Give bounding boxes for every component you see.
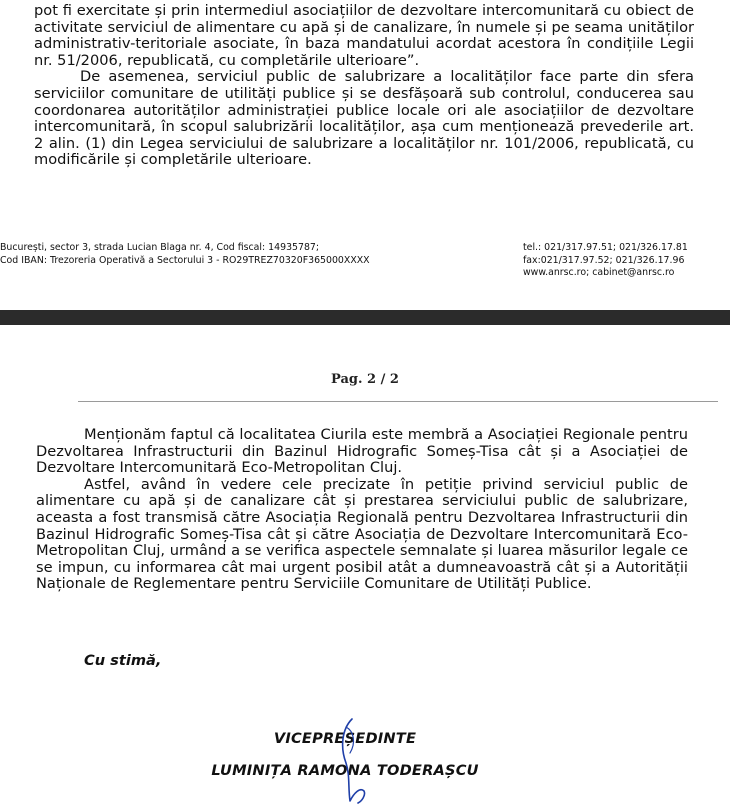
page-separator <box>0 310 730 325</box>
page1-paragraph-2: De asemenea, serviciul public de salubrizare a localităților face parte din sfera serviciilor comunitare de utilități publice și se desfășoară sub controlul, conducerea sau coordonarea autorităților administrației publice locale ori ale asociațiilor de dezvoltare intercomunitară, în scopul salubrizării localităților, așa cum menționează prevederile art. 2 alin. (1) din Legea serviciului de salubrizare a localităților nr. 101/2006, republicată, cu modificările și completările ulterioare. <box>34 68 694 169</box>
document-page-1 <box>0 0 730 310</box>
page1-footer-contact <box>523 242 730 280</box>
footer-fax-line: fax:021/317.97.52; 021/326.17.96 <box>523 254 685 266</box>
page1-body <box>34 3 694 169</box>
page2-paragraph-2: Astfel, având în vedere cele precizate în petiție privind serviciul public de alimentare cu apă și de canalizare cât și prestarea serviciului public de salubrizare, aceasta a fost transmisă către Asociația Regională pentru Dezvoltarea Infrastructurii din Bazinul Hidrografic Someș-Tisa cât și către Asociația de Dezvoltare Intercomunitară Eco-Metropolitan Cluj, urmând a se verifica aspectele semnalate și luarea măsurilor legale ce se impun, cu informarea cât mai urgent posibil atât a dumneavoastră cât și a Autorității Naționale de Reglementare pentru Serviciile Comunitare de Utilități Publice. <box>36 475 688 593</box>
page1-paragraph-1: pot fi exercitate și prin intermediul asociațiilor de dezvoltare intercomunitară cu obiect de activitate serviciul de alimentare cu apă și de canalizare, în numele și pe seama unităților administrativ-teritoriale asociate, în baza mandatului acordat acestora în condițiile Legii nr. 51/2006, republicată, cu completările ulterioare”. <box>34 2 694 69</box>
signatory-name: LUMINIȚA RAMONA TODERAȘCU <box>211 762 479 779</box>
footer-iban-line: Cod IBAN: Trezoreria Operativă a Sectorului 3 - RO29TREZ70320F365000XXXX <box>0 254 370 266</box>
page-number: Pag. 2 / 2 <box>331 372 399 387</box>
footer-tel-line: tel.: 021/317.97.51; 021/326.17.81 <box>523 242 688 253</box>
page1-footer-address <box>0 242 470 267</box>
header-rule <box>78 401 718 402</box>
handwritten-signature <box>320 717 390 805</box>
signatory-title: VICEPREȘEDINTE <box>273 730 417 747</box>
document-page-2 <box>0 325 730 805</box>
page2-body <box>36 427 688 593</box>
page2-paragraph-1: Menționăm faptul că localitatea Ciurila este membră a Asociației Regionale pentru Dezvoltarea Infrastructurii din Bazinul Hidrografic Someș-Tisa cât și a Asociației de Dezvoltare Intercomunitară Eco-Metropolitan Cluj. <box>36 426 688 477</box>
footer-web-line: www.anrsc.ro; cabinet@anrsc.ro <box>523 267 675 278</box>
closing-salutation: Cu stimă, <box>84 652 162 669</box>
footer-address-line: București, sector 3, strada Lucian Blaga nr. 4, Cod fiscal: 14935787; <box>0 242 320 253</box>
